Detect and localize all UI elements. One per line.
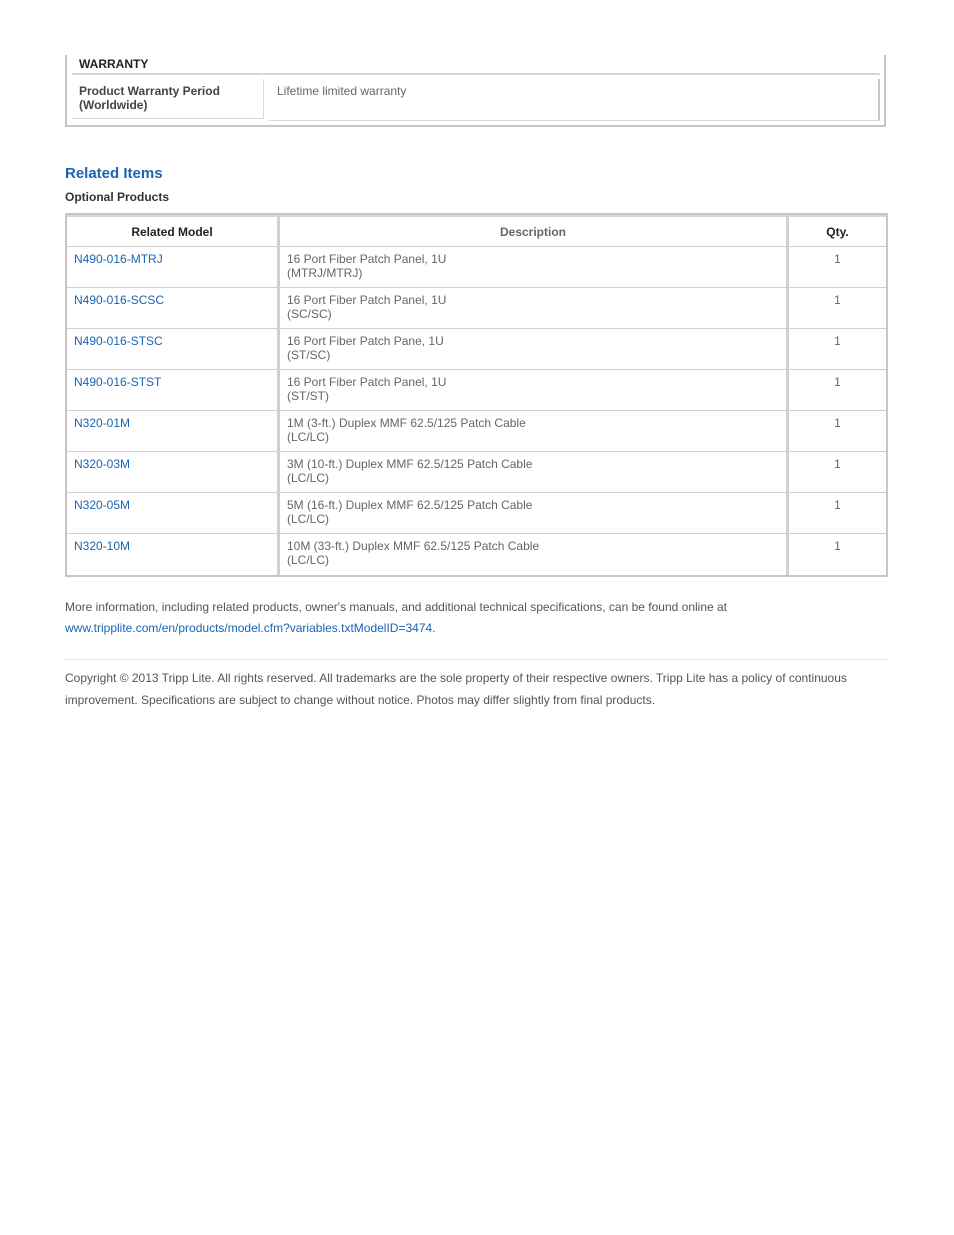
model-link[interactable]: N320-01M <box>74 416 131 430</box>
description-text: 16 Port Fiber Patch Panel, 1U <box>287 375 447 389</box>
qty-value: 1 <box>789 493 886 534</box>
description-text: 16 Port Fiber Patch Pane, 1U <box>287 334 444 348</box>
model-link[interactable]: N490-016-STSC <box>74 334 163 348</box>
warranty-label: Product Warranty Period (Worldwide) <box>79 84 220 112</box>
header-qty: Qty. <box>789 215 886 247</box>
model-link[interactable]: N490-016-SCSC <box>74 293 165 307</box>
description-text: 10M (33-ft.) Duplex MMF 62.5/125 Patch Cable <box>287 539 540 553</box>
qty-value: 1 <box>789 370 886 411</box>
description-text: 5M (16-ft.) Duplex MMF 62.5/125 Patch Cable <box>287 498 533 512</box>
qty-value: 1 <box>789 288 886 329</box>
table-header-row <box>67 215 886 247</box>
table-row <box>67 493 886 534</box>
description-connector: (MTRJ/MTRJ) <box>287 266 363 280</box>
qty-value: 1 <box>789 247 886 288</box>
warranty-section <box>65 55 886 127</box>
model-link[interactable]: N320-03M <box>74 457 131 471</box>
header-description: Description <box>280 215 789 247</box>
description-connector: (LC/LC) <box>287 553 330 567</box>
model-link[interactable]: N320-10M <box>74 539 131 553</box>
model-link[interactable]: N490-016-STST <box>74 375 162 389</box>
description-connector: (SC/SC) <box>287 307 332 321</box>
description-connector: (LC/LC) <box>287 430 330 444</box>
qty-value: 1 <box>789 452 886 493</box>
description-text: 3M (10-ft.) Duplex MMF 62.5/125 Patch Cable <box>287 457 533 471</box>
optional-products-title: Optional Products <box>65 190 170 204</box>
header-related-model: Related Model <box>67 215 280 247</box>
table-row <box>67 288 886 329</box>
description-connector: (LC/LC) <box>287 471 330 485</box>
description-connector: (ST/SC) <box>287 348 331 362</box>
description-text: 16 Port Fiber Patch Panel, 1U <box>287 293 447 307</box>
description-connector: (ST/ST) <box>287 389 329 403</box>
related-items-title: Related Items <box>65 165 163 182</box>
warranty-divider <box>72 73 880 75</box>
qty-value: 1 <box>789 329 886 370</box>
more-info-suffix: . <box>432 621 436 635</box>
copyright-text: Copyright © 2013 Tripp Lite. All rights reserved. All trademarks are the sole property of their respective owners. Tripp Lite has a policy of continuous improvement. Specifications are subject to change without notice. Photos may differ slightly from final products. <box>65 671 847 707</box>
description-text: 16 Port Fiber Patch Panel, 1U <box>287 252 447 266</box>
warranty-value: Lifetime limited warranty <box>277 84 407 98</box>
table-row <box>67 247 886 288</box>
product-page-link[interactable]: www.tripplite.com/en/products/model.cfm?variables.txtModelID=3474 <box>65 621 433 635</box>
description-connector: (LC/LC) <box>287 512 330 526</box>
footer-divider <box>65 659 887 660</box>
table-row <box>67 452 886 493</box>
table-row <box>67 329 886 370</box>
model-link[interactable]: N490-016-MTRJ <box>74 252 163 266</box>
table-row <box>67 534 886 575</box>
warranty-heading: WARRANTY <box>79 57 149 71</box>
related-products-table <box>65 213 888 577</box>
more-info-paragraph <box>65 597 887 639</box>
table-row <box>67 411 886 452</box>
qty-value: 1 <box>789 411 886 452</box>
description-text: 1M (3-ft.) Duplex MMF 62.5/125 Patch Cable <box>287 416 526 430</box>
model-link[interactable]: N320-05M <box>74 498 131 512</box>
more-info-text: More information, including related products, owner's manuals, and additional technical specifications, can be found online at <box>65 600 728 614</box>
table-row <box>67 370 886 411</box>
qty-value: 1 <box>834 539 841 553</box>
